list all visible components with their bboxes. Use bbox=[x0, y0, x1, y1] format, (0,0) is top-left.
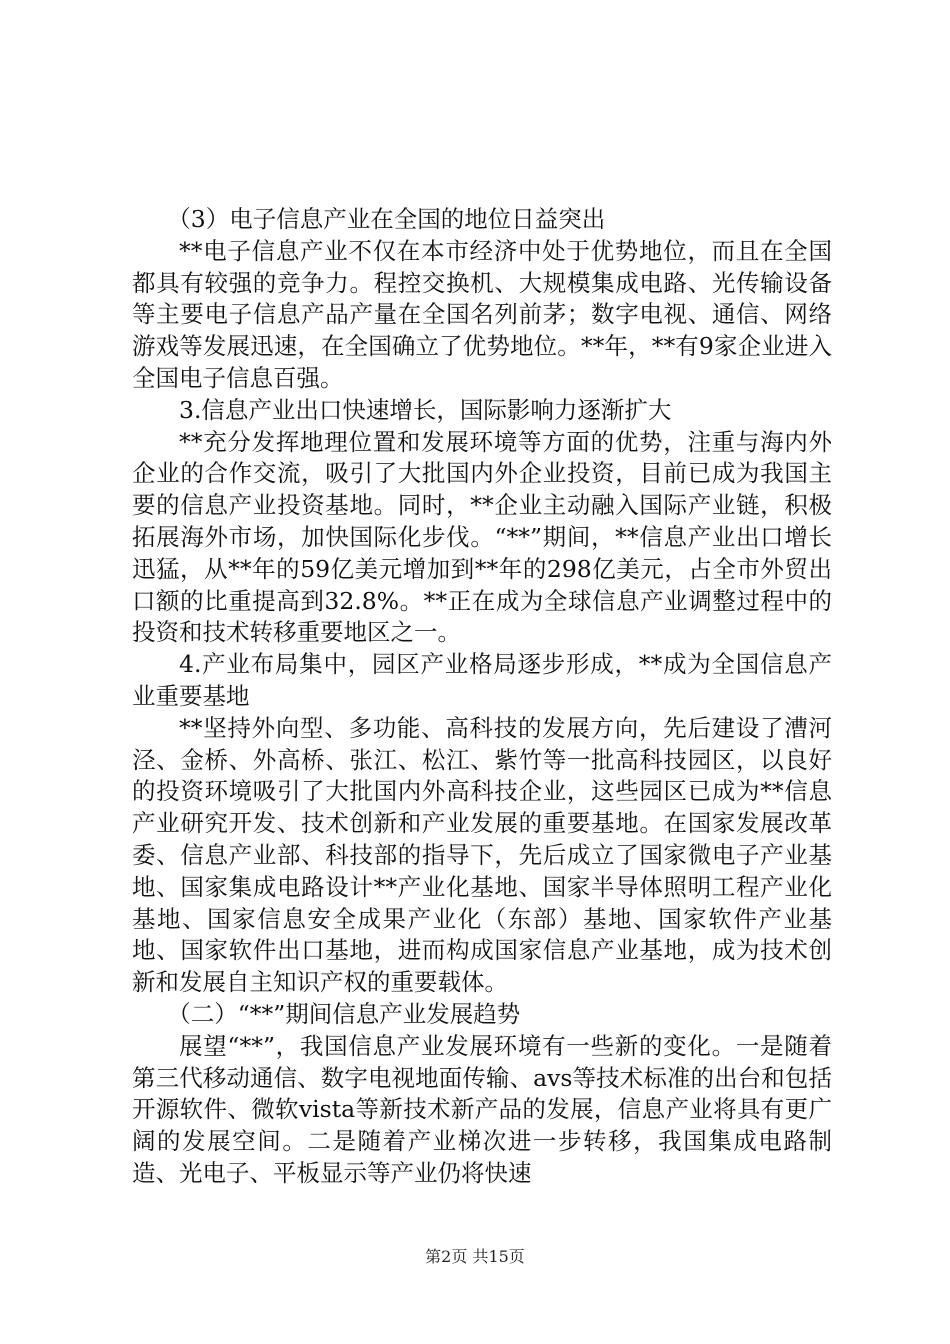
paragraph-electronic-info: **电子信息产业不仅在本市经济中处于优势地位，而且在全国都具有较强的竞争力。程控交换机、大规模集成电路、光传输设备等主要电子信息产品产量在全国名列前茅；数字电视、通信、网络游戏等发展迅速，在全国确立了优势地位。**年，**有9家企业进入全国电子信息百强。 bbox=[132, 236, 832, 392]
section-heading-industry-layout: 4.产业布局集中，园区产业格局逐步形成，**成为全国信息产业重要基地 bbox=[132, 650, 832, 710]
section-heading-export: 3.信息产业出口快速增长，国际影响力逐渐扩大 bbox=[179, 395, 672, 424]
page-footer: 第2页 共15页 bbox=[425, 1247, 525, 1266]
paragraph-trends: 展望“**”，我国信息产业发展环境有一些新的变化。一是随着第三代移动通信、数字电视地面传输、avs等技术标准的出台和包括开源软件、微软vista等新技术新产品的发展，信息产业将具有更广阔的发展空间。二是随着产业梯次进一步转移，我国集成电路制造、光电子、平板显示等产业仍将快速 bbox=[132, 1031, 832, 1187]
section-heading-trends: （二）“**”期间信息产业发展趋势 bbox=[167, 999, 521, 1028]
paragraph-export: **充分发挥地理位置和发展环境等方面的优势，注重与海内外企业的合作交流，吸引了大批国内外企业投资，目前已成为我国主要的信息产业投资基地。同时，**企业主动融入国际产业链，积极拓展海外市场，加快国际化步伐。“**”期间，**信息产业出口增长迅猛，从**年的59亿美元增加到**年的298亿美元，占全市外贸出口额的比重提高到32.8%。**正在成为全球信息产业调整过程中的投资和技术转移重要地区之一。 bbox=[132, 427, 832, 647]
section-heading-electronic-info: （3）电子信息产业在全国的地位日益突出 bbox=[167, 205, 606, 233]
document-body bbox=[132, 204, 832, 1190]
paragraph-industry-layout: **坚持外向型、多功能、高科技的发展方向，先后建设了漕河泾、金桥、外高桥、张江、松江、紫竹等一批高科技园区，以良好的投资环境吸引了大批国内外高科技企业，这些园区已成为**信息产业研究开发、技术创新和产业发展的重要基地。在国家发展改革委、信息产业部、科技部的指导下，先后成立了国家微电子产业基地、国家集成电路设计**产业化基地、国家半导体照明工程产业化基地、国家信息安全成果产业化（东部）基地、国家软件产业基地、国家软件出口基地，进而构成国家信息产业基地，成为技术创新和发展自主知识产权的重要载体。 bbox=[132, 713, 832, 997]
